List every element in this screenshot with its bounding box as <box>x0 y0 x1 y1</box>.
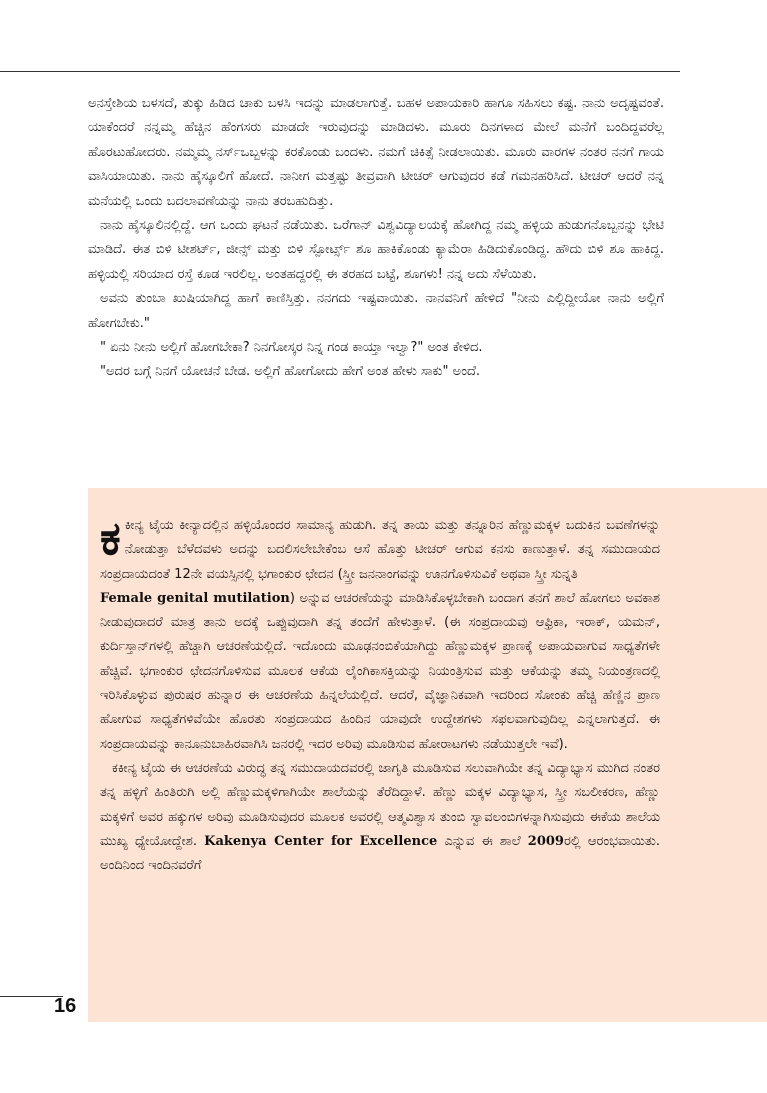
top-rule <box>0 71 680 72</box>
main-text <box>88 92 664 385</box>
drop-cap: ಕ <box>100 511 121 565</box>
sidebar-latin-term: 2009 <box>527 833 564 849</box>
sidebar-text-run: ರಲ್ಲಿ ಆರಂಭವಾಯಿತು. ಅಂದಿನಿಂದ ಇಂದಿನವರೆಗೆ <box>100 833 661 874</box>
sidebar-paragraph <box>100 757 660 878</box>
paragraph: ಅವನು ತುಂಬಾ ಖುಷಿಯಾಗಿದ್ದ ಹಾಗೆ ಕಾಣಿಸ್ತಿತ್ತು. ನನಗದು ಇಷ್ಟವಾಯಿತು. ನಾನವನಿಗೆ ಹೇಳಿದೆ "ನೀನು ಎಲ್ಲಿದ್ದೀಯೋ ನಾನು ಅಲ್ಲಿಗೆ ಹೋಗಬೇಕು." <box>88 291 664 331</box>
sidebar-paragraph <box>100 511 660 757</box>
sidebar-text-run: ) ಅನ್ನುವ ಆಚರಣೆಯನ್ನು ಮಾಡಿಸಿಕೊಳ್ಳಬೇಕಾಗಿ ಬಂದಾಗ ತನಗೆ ಶಾಲೆ ಹೋಗಲು ಅವಕಾಶ ನೀಡುವುದಾದರೆ ಮಾತ್ರ ತಾನು ಅದಕ್ಕೆ ಒಪ್ಪುವುದಾಗಿ ತನ್ನ ತಂದೆಗೆ ಹೇಳುತ್ತಾಳೆ. (ಈ ಸಂಪ್ರದಾಯವು ಆಫ್ರಿಕಾ, ಇರಾಕ್, ಯಮನ್, ಕುರ್ದಿಸ್ತಾನ್‌ಗಳಲ್ಲಿ ಹೆಚ್ಚಾಗಿ ಆಚರಣೆಯಲ್ಲಿದೆ. ಇದೊಂದು ಮೂಢನಂಬಿಕೆಯಾಗಿದ್ದು ಹೆಣ್ಣುಮಕ್ಕಳ ಪ್ರಾಣಕ್ಕೆ ಅಪಾಯವಾಗುವ ಸಾಧ್ಯತೆಗಳೇ ಹೆಚ್ಚಿವೆ. ಭಗಾಂಕುರ ಛೇದನಗೊಳಿಸುವ ಮೂಲಕ ಆಕೆಯ ಲೈಂಗಿಕಾಸಕ್ತಿಯನ್ನು ನಿಯಂತ್ರಿಸುವ ಮತ್ತು ಆಕೆಯನ್ನು ತಮ್ಮ ನಿಯಂತ್ರಣದಲ್ಲಿ ಇರಿಸಿಕೊಳ್ಳುವ ಪುರುಷರ ಹುನ್ನಾರ ಈ ಆಚರಣೆಯ ಹಿನ್ನಲೆಯಲ್ಲಿದೆ. ಆದರೆ, ವೈಜ್ಞಾನಿಕವಾಗಿ ಇದರಿಂದ ಸೋಂಕು ಹೆಚ್ಚಿ ಹೆಣ್ಣಿನ ಪ್ರಾಣ ಹೋಗುವ ಸಾಧ್ಯತೆಗಳಿವೆಯೇ ಹೊರತು ಸಂಪ್ರದಾಯದ ಹಿಂದಿನ ಯಾವುದೇ ಉದ್ದೇಶಗಳು ಸಫಲವಾಗುವುದಿಲ್ಲ ಎನ್ನಲಾಗುತ್ತದೆ. ಈ ಸಂಪ್ರದಾಯವನ್ನು ಕಾನೂನುಬಾಹಿರವಾಗಿಸಿ ಜನರಲ್ಲಿ ಇದರ ಅರಿವು ಮೂಡಿಸುವ ಹೋರಾಟಗಳು ನಡೆಯುತ್ತಲೇ ಇವೆ). <box>100 590 660 752</box>
paragraph: ಅನಸ್ತೇಶಿಯ ಬಳಸದೆ, ತುಕ್ಕು ಹಿಡಿದ ಚಾಕು ಬಳಸಿ ಇದನ್ನು ಮಾಡಲಾಗುತ್ತೆ. ಬಹಳ ಅಪಾಯಕಾರಿ ಹಾಗೂ ಸಹಿಸಲು ಕಷ್ಟ. ನಾನು ಅದೃಷ್ಟವಂತೆ. ಯಾಕೆಂದರೆ ನನ್ನಮ್ಮ ಹೆಚ್ಚಿನ ಹೆಂಗಸರು ಮಾಡದೇ ಇರುವುದನ್ನು ಮಾಡಿದಳು. ಮೂರು ದಿನಗಳಾದ ಮೇಲೆ ಮನೆಗೆ ಬಂದಿದ್ದವರೆಲ್ಲ ಹೊರಟುಹೋದರು. ನಮ್ಮಮ್ಮ ನರ್ಸ್‌ಒಬ್ಬಳನ್ನು ಕರಕೊಂಡು ಬಂದಳು. ನಮಗೆ ಚಿಕಿತ್ಸೆ ನೀಡಲಾಯಿತು. ಮೂರು ವಾರಗಳ ನಂತರ ನನಗೆ ಗಾಯ ವಾಸಿಯಾಯಿತು. ನಾನು ಹೈಸ್ಕೂಲಿಗೆ ಹೋದೆ. ನಾನೀಗ ಮತ್ತಷ್ಟು ತೀವ್ರವಾಗಿ ಟೀಚರ್ ಆಗುವುದರ ಕಡೆ ಗಮನಹರಿಸಿದೆ. ಟೀಚರ್ ಆದರೆ ನನ್ನ ಮನೆಯಲ್ಲಿ ಒಂದು ಬದಲಾವಣೆಯನ್ನು ನಾನು ತರಬಹುದಿತ್ತು. <box>88 96 664 209</box>
sidebar-box <box>88 488 767 1022</box>
page-number: 16 <box>54 995 77 1017</box>
paragraph: " ಏನು ನೀನು ಅಲ್ಲಿಗೆ ಹೋಗಬೇಕಾ? ನಿನಗೋಸ್ಕರ ನಿನ್ನ ಗಂಡ ಕಾಯ್ತಾ ಇಲ್ವಾ?" ಅಂತ ಕೇಳಿದ. <box>100 340 483 356</box>
paragraph: ನಾನು ಹೈಸ್ಕೂಲಿನಲ್ಲಿದ್ದೆ. ಆಗ ಒಂದು ಘಟನೆ ನಡೆಯಿತು. ಒರೆಗಾನ್ ವಿಶ್ವವಿದ್ಯಾಲಯಕ್ಕೆ ಹೋಗಿದ್ದ ನಮ್ಮ ಹಳ್ಳಿಯ ಹುಡುಗನೊಬ್ಬನನ್ನು ಭೇಟಿ ಮಾಡಿದೆ. ಈತ ಬಿಳಿ ಟೀಶರ್ಟ್, ಜೀನ್ಸ್ ಮತ್ತು ಬಿಳಿ ಸ್ಪೋರ್ಟ್ಸ್ ಶೂ ಹಾಕಿಕೊಂಡು ಕ್ಯಾಮೆರಾ ಹಿಡಿದುಕೊಂಡಿದ್ದ. ಹೌದು ಬಿಳಿ ಶೂ ಹಾಕಿದ್ದ. ಹಳ್ಳಿಯಲ್ಲಿ ಸರಿಯಾದ ರಸ್ತೆ ಕೂಡ ಇರಲಿಲ್ಲ. ಅಂತಹದ್ದರಲ್ಲಿ ಈ ತರಹದ ಬಟ್ಟೆ, ಶೂಗಳು! ನನ್ನ ಅದು ಸೆಳೆಯಿತು. <box>88 218 664 282</box>
sidebar-text-run: ಎನ್ನುವ ಈ ಶಾಲೆ <box>437 833 528 849</box>
paragraph: "ಅದರ ಬಗ್ಗೆ ನಿನಗೆ ಯೋಚನೆ ಬೇಡ. ಅಲ್ಲಿಗೆ ಹೋಗೋದು ಹೇಗೆ ಅಂತ ಹೇಳು ಸಾಕು" ಅಂದೆ. <box>100 364 481 380</box>
sidebar-text-run: ಕಕೀನ್ಯ ಟೈಯ ಈ ಆಚರಣೆಯ ವಿರುದ್ಧ ತನ್ನ ಸಮುದಾಯದವರಲ್ಲಿ ಜಾಗೃತಿ ಮೂಡಿಸುವ ಸಲುವಾಗಿಯೇ ತನ್ನ ವಿದ್ಯಾಭ್ಯಾಸ ಮುಗಿದ ನಂತರ ತನ್ನ ಹಳ್ಳಿಗೆ ಹಿಂತಿರುಗಿ ಅಲ್ಲಿ ಹೆಣ್ಣುಮಕ್ಕಳಿಗಾಗಿಯೇ ಶಾಲೆಯನ್ನು ತೆರೆದಿದ್ದಾಳೆ. ಹೆಣ್ಣು ಮಕ್ಕಳ ವಿದ್ಯಾಭ್ಯಾಸ, ಸ್ತ್ರೀ ಸಬಲೀಕರಣ, ಹೆಣ್ಣು ಮಕ್ಕಳಿಗೆ ಅವರ ಹಕ್ಕುಗಳ ಅರಿವು ಮೂಡಿಸುವುದರ ಮೂಲಕ ಅವರಲ್ಲಿ ಆತ್ಮವಿಶ್ವಾಸ ತುಂಬಿ ಸ್ವಾವಲಂಬಿಗಳನ್ನಾಗಿಸುವುದು ಈಕೆಯ ಶಾಲೆಯ ಮುಖ್ಯ ಧ್ಯೇಯೋದ್ದೇಶ. <box>100 760 660 849</box>
sidebar-text-run: ಕೀನ್ಯ ಟೈಯ ಕೀನ್ಯಾದಲ್ಲಿನ ಹಳ್ಳಿಯೊಂದರ ಸಾಮಾನ್ಯ ಹುಡುಗಿ. ತನ್ನ ತಾಯಿ ಮತ್ತು ತನ್ನೂರಿನ ಹೆಣ್ಣುಮಕ್ಕಳ ಬದುಕಿನ ಬವಣೆಗಳನ್ನು ನೋಡುತ್ತಾ ಬೆಳೆದವಳು ಅದನ್ನು ಬದಲಿಸಲೇಬೇಕೆಂಬ ಆಸೆ ಹೊತ್ತು ಟೀಚರ್ ಆಗುವ ಕನಸು ಕಾಣುತ್ತಾಳೆ. ತನ್ನ ಸಮುದಾಯದ ಸಂಪ್ರದಾಯದಂತೆ 12ನೇ ವಯಸ್ಸಿನಲ್ಲಿ ಭಗಾಂಕುರ ಛೇದನ (ಸ್ತ್ರೀ ಜನನಾಂಗವನ್ನು ಊನಗೊಳಿಸುವಿಕೆ ಅಥವಾ ಸ್ತ್ರೀ ಸುನ್ನತಿ <box>100 518 660 582</box>
sidebar-latin-term: Kakenya Center for Excellence <box>204 833 438 849</box>
sidebar-latin-term: Female genital mutilation <box>100 590 290 606</box>
sidebar-text <box>100 511 661 878</box>
